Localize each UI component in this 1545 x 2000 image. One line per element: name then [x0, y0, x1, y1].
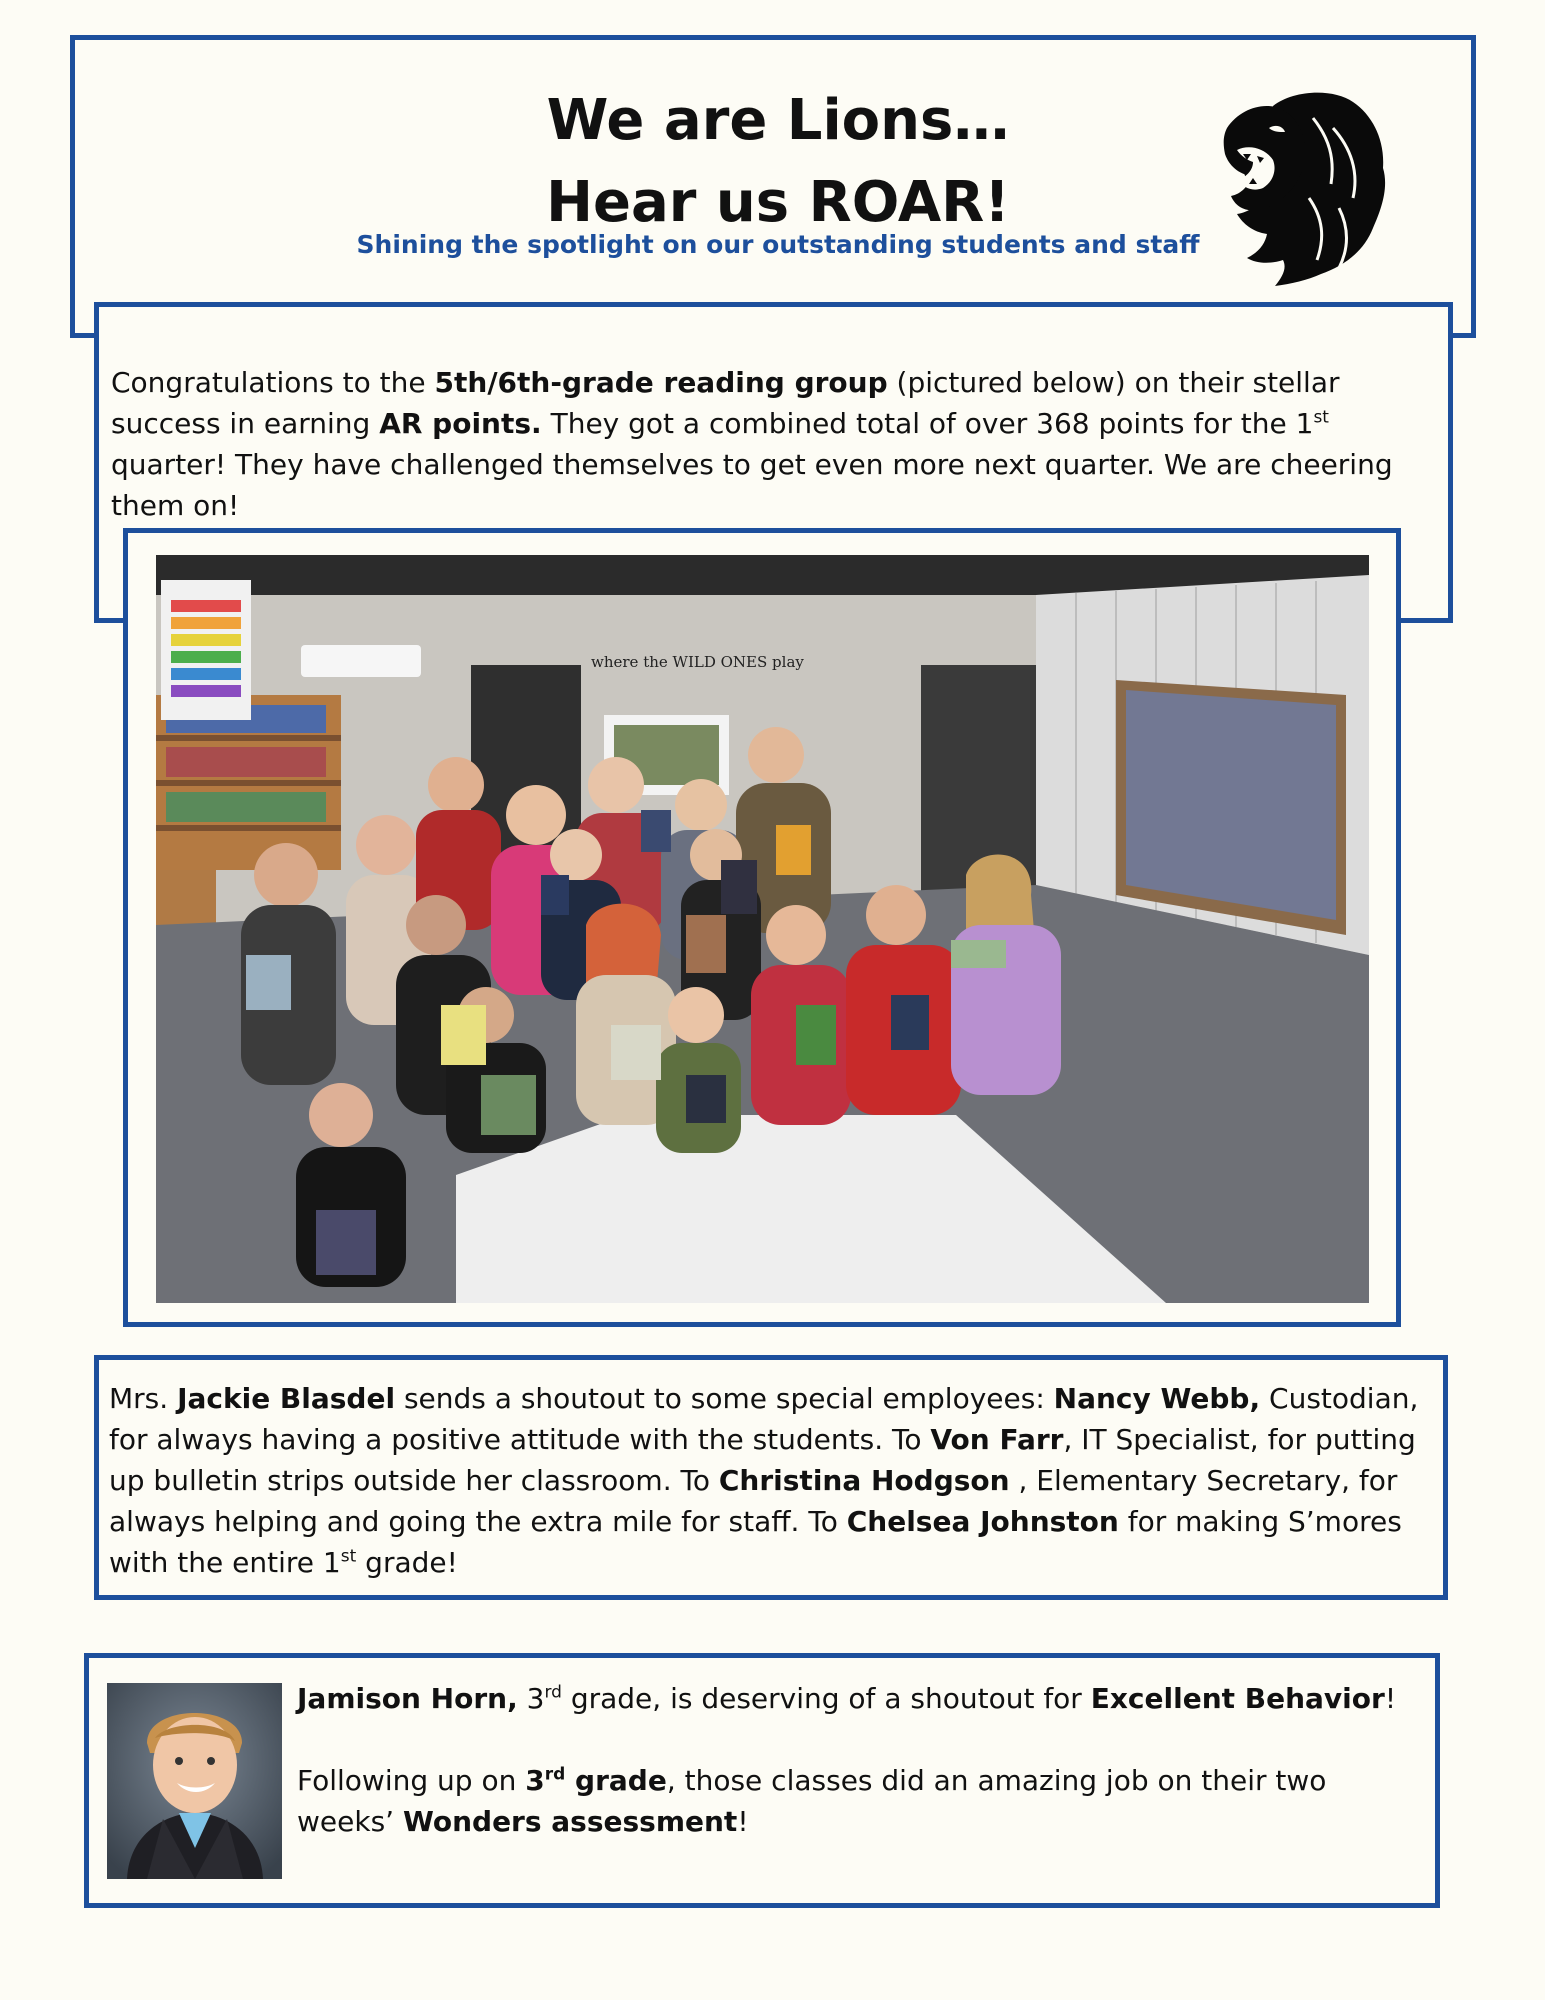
grade-word-label: grade	[565, 1764, 667, 1797]
employee-name-christina: Christina Hodgson	[718, 1464, 1010, 1497]
shoutout-superscript: st	[340, 1546, 357, 1567]
student-shoutout-panel	[84, 1653, 1440, 1908]
grade-number-label: 3	[525, 1764, 545, 1797]
ar-points-label: AR points.	[379, 407, 542, 440]
title-line-2: Hear us ROAR!	[546, 170, 1010, 235]
intro-text-3: They got a combined total of over 368 points for the 1	[541, 407, 1314, 440]
jam-superscript-2: rd	[544, 1764, 566, 1785]
intro-paragraph	[111, 362, 1441, 526]
reading-group-label: 5th/6th-grade reading group	[434, 366, 888, 399]
wall-sign: where the WILD ONES play	[591, 653, 804, 671]
shoutout-text-6: for making S’mores with the entire 1	[109, 1505, 1402, 1579]
reading-group-photo	[156, 555, 1369, 1303]
photo-panel	[123, 528, 1401, 1327]
intro-superscript: st	[1313, 407, 1329, 428]
wonders-assessment-label: Wonders assessment	[402, 1805, 738, 1838]
jam-superscript-1: rd	[544, 1682, 562, 1703]
student-portrait	[107, 1683, 282, 1879]
jam-text-5: , those classes did an amazing job on their two weeks’	[297, 1764, 1327, 1838]
student-name: Jamison Horn,	[297, 1682, 518, 1715]
page-subtitle: Shining the spotlight on our outstanding students and staff	[356, 230, 1200, 259]
student-shoutout-text	[297, 1678, 1427, 1842]
header-panel	[70, 35, 1476, 338]
staff-shoutout-paragraph	[109, 1378, 1439, 1583]
employee-name-von: Von Farr	[930, 1423, 1064, 1456]
excellent-behavior-label: Excellent Behavior	[1090, 1682, 1385, 1715]
staff-shoutout-panel	[94, 1355, 1448, 1600]
intro-text-2: (pictured below) on their stellar success in earning	[111, 366, 1340, 440]
jam-text-6: !	[737, 1805, 749, 1838]
shoutout-text-2: sends a shoutout to some special employees:	[395, 1382, 1054, 1415]
title-line-1: We are Lions…	[546, 88, 1010, 153]
employee-name-nancy: Nancy Webb,	[1053, 1382, 1261, 1415]
shoutout-text-4: , IT Specialist, for putting up bulletin strips outside her classroom. To	[109, 1423, 1416, 1497]
employee-name-chelsea: Chelsea Johnston	[846, 1505, 1119, 1538]
jam-text-4: Following up on	[297, 1764, 526, 1797]
jam-text-3: !	[1384, 1682, 1397, 1715]
intro-text-1: Congratulations to the	[111, 366, 435, 399]
roaring-lion-icon	[1213, 88, 1391, 288]
shoutout-text-5: , Elementary Secretary, for always helping and going the extra mile for staff. To	[109, 1464, 1398, 1538]
shoutout-text-1: Mrs.	[109, 1382, 178, 1415]
shoutout-text-7: grade!	[356, 1546, 458, 1579]
intro-text-4: quarter! They have challenged themselves to get even more next quarter. We are cheering them on!	[111, 448, 1393, 522]
jam-text-1: 3	[517, 1682, 545, 1715]
shoutout-text-3: Custodian, for always having a positive attitude with the students. To	[109, 1382, 1419, 1456]
teacher-name: Jackie Blasdel	[177, 1382, 396, 1415]
jam-text-2: grade, is deserving of a shoutout for	[561, 1682, 1091, 1715]
